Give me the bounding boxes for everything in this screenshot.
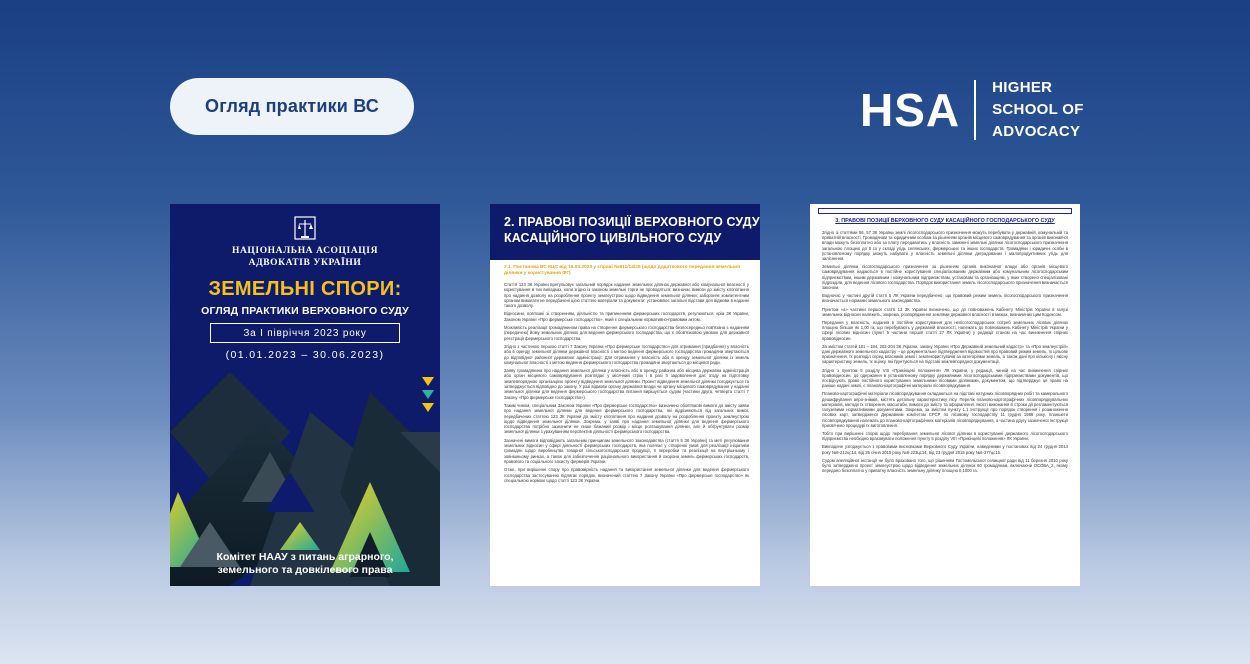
paragraph: Згідно з частиною першою статті 7 Закону України «Про фермерське господарство» для отримання (придбання) у власність або в оренду земельної ділянки державної власності з метою ведення фермерського господарства громадяни звертаються до відповідної районної державної адміністрації. Для отримання у власність або в оренду земельної ділянки із земель комунальної власності з метою ведення фермерського господарства громадяни звертаються до місцевої ради. — [504, 343, 749, 365]
logo-words — [992, 77, 1084, 143]
association-line: АДВОКАТІВ УКРАЇНИ — [248, 258, 362, 268]
logo-word: SCHOOL OF — [992, 101, 1084, 118]
cover-title: ЗЕМЕЛЬНІ СПОРИ: — [208, 278, 402, 300]
document-page-3[interactable] — [810, 204, 1080, 586]
paragraph: Згідно з пунктом 5 розділу VIII «Прикінцеві положення» ЛК України, у редакції, чинній на час виникнення спірних правовідносин, до одержання в установленому порядку державними лісогосподарськими підприємствами документів, що посвідчують право постійного користування земельними лісовими ділянками, документом, що підтверджує це право на раніше надані землі, є планово-картографічні матеріали лісовпорядкування. — [822, 367, 1068, 389]
paragraph: Відносини, пов'язані зі створенням, діяльністю та припиненням фермерських господарств, регулюються, крім ЗК України, Законом України «Про фермерське господарство», який є спеціальним нормативно-правовим актом. — [504, 311, 749, 322]
logo-word: ADVOCACY — [992, 123, 1081, 140]
document-cover-page[interactable] — [170, 204, 440, 586]
cover-dates: (01.01.2023 – 30.06.2023) — [225, 349, 385, 361]
page-3-heading: 3. ПРАВОВІ ПОЗИЦІЇ ВЕРХОВНОГО СУДУ КАСАЦІЙНОГО ГОСПОДАРСЬКОГО СУДУ — [835, 218, 1055, 224]
scales-emblem-icon — [294, 216, 316, 242]
paragraph: Таким чином, спеціальним Законом України «Про фермерське господарство» визначено обов'язкові вимоги до змісту заяви про надання земельної ділянки для ведення фермерського господарства, які відрізняються від загальних вимог, передбачених статтею 123 ЗК України до змісту клопотання про надання дозволу на розроблення проекту землеустрою щодо відведення земельної ділянки. Зокрема, у заяві про надання земельної ділянки для ведення фермерського господарства потрібно зазначити не лише бажаний розмір і місце розташування ділянки, але й обґрунтувати розмір земельної ділянки з урахуванням перспектив діяльності фермерського господарства. — [504, 402, 749, 435]
paragraph: За змістом статей 181 – 184, 202-204 ЗК України, закону України «Про Державний земельний кадастр» та «Про землеустрій» дані державного земельного кадастру – це документальне підтвердження відомостей про правовий режим земель, їх цільове призначення, їх розподіл серед власників землі і землекористувачів за категоріями земель, а також дані про кількісну і якісну характеристику земель, їх оцінку, які ґрунтуються на підставі землевпорядної документації. — [822, 343, 1068, 365]
page-2-heading-banner — [490, 204, 760, 260]
paragraph: Стаття 123 ЗК України врегульовує загальний порядок надання земельних ділянок державної або комунальної власності у користування в тих випадках, коли згідно із законом земельні торги не проводяться; визначає вимоги до змісту клопотання про надання дозволу на розроблення проекту землеустрою щодо відведення земельної ділянки; забороняє компетентним органам вимагати не передбачені цією статтею матеріали та документи; установлює загальні підстави для відмови в наданні такого дозволу. — [504, 282, 749, 309]
cover-footer — [170, 551, 440, 577]
paragraph: Передання у власність, надання в постійне користування для непісогосподарських потреб земельних лісових ділянок площею більше як 1,00 га, що перебувають у державній власності, належать до повноважень Кабінету Міністрів України у сфері лісових відносин (пункт 5 частини першої статті 27 ЛК України) у редакції станом на час виникнення спірних правовідносин. — [822, 320, 1068, 341]
section-pill[interactable] — [170, 78, 414, 135]
paragraph: Викладене узгоджується з правовими висновками Верховного Суду України, наведеними у постановах від 24 грудня 2014 року №6-212цс14, від 25 січня 2015 року №6-223цс14, від 23 грудня 2015 року №6-377цс15. — [822, 444, 1068, 455]
paragraph: Отже, при вирішенні спору про правомірність надання та використання земельної ділянки для ведення фермерського господарства застосуванню підлягає порядок, визначений статтею 7 Закону України «Про фермерське господарство» як спеціальною нормою щодо статті 123 ЗК України. — [504, 467, 749, 483]
paragraph: Тобто при вирішенні спорів щодо перебування земельної лісової ділянки в користуванні державного лісогосподарського підприємства необхідно враховувати положення пункту 5 розділу VIII «Прикінцеві положення» ЛК України. — [822, 430, 1068, 442]
association-name — [170, 245, 440, 269]
page-3-body — [822, 230, 1068, 476]
paragraph: Згідно зі статтями 56, 57 ЗК України землі лісогосподарського призначення можуть перебувати у державній, комунальній та приватній власності. Громадянам та юридичним особам за рішенням органів місцевого самоврядування та органів виконавчої влади можуть безоплатно або за плату передаватись у власність замкнені земельні ділянки лісогосподарського призначення загальною площею до 5 га у складі угідь селянських, фермерських та інших господарств. Громадяни і юридичні особи в установленому порядку можуть набувати у власність земельні ділянки деградованих і малопродуктивних угідь для заліснення. — [822, 230, 1068, 262]
page-3-top-rule — [818, 208, 1072, 214]
association-line: НАЦІОНАЛЬНА АСОЦІАЦІЯ — [231, 246, 379, 256]
cover-period-box — [210, 323, 400, 343]
cover-footer-line: Комітет НААУ з питань аграрного, — [216, 551, 394, 563]
paragraph: Пунктом «а» частини першої статті 13 ЗК України визначено, що до повноважень Кабінету Міністрів України в галузі земельних відносин належить, зокрема, розпорядження землями державної власності в межах, визначених цим Кодексом. — [822, 306, 1068, 317]
logo-word: HIGHER — [992, 79, 1053, 96]
paragraph: Судом апеляційної інстанції не було враховано того, що рішенням Гостомельської селищної ради від 11 березня 2010 року було затверджено проект землеустрою щодо відведення земельних ділянок 60 громадянам, включаючи ОСОБА_2, якому передано безоплатно у приватну власність земельну ділянку площею 0,1000 га. — [822, 457, 1068, 474]
logo-mark: HSA — [860, 84, 961, 136]
paragraph: Земельні ділянки лісогосподарського призначення за рішенням органів виконавчої влади або органів місцевого самоврядування надаються в постійне користування спеціалізованим державним або комунальним лісогосподарським підприємствам, іншим державним і комунальним підприємствам, установам та організаціям, у яких створено спеціалізовані підрозділи, для ведення лісового господарства. Порядок використання земель лісогосподарського призначення визначається законом. — [822, 264, 1068, 291]
paragraph: Водночас у частині другій статті 5 ЛК України передбачено, що правовий режим земель лісогосподарського призначення визначається нормами земельного законодавства. — [822, 293, 1068, 304]
page-2-heading-line: 2. ПРАВОВІ ПОЗИЦІЇ ВЕРХОВНОГО СУДУ — [504, 215, 760, 229]
logo-divider — [974, 80, 976, 140]
cover-period: За І півріччя 2023 року — [243, 327, 367, 339]
paragraph: Зазначені вимоги відповідають загальним принципам земельного законодавства (стаття 5 ЗК України) та меті регулювання земельних відносин у сфері діяльності фермерських господарств, яка полягає у створенні умов для реалізації ініціативи громадян щодо виробництва товарної сільськогосподарської продукції, її переробки та реалізації на внутрішньому і зовнішньому ринках, а також для забезпечення раціонального використання й охорони земель фермерських господарств, правового та соціального захисту фермерів України. — [504, 437, 749, 464]
paragraph: Можливість реалізації громадянином права на створення фермерського господарства безпосередньо пов'язана з наданням (передачею) йому земельних ділянок для ведення фермерського господарства, що є обов'язковою умовою для державної реєстрації фермерського господарства. — [504, 325, 749, 341]
section-pill-label: Огляд практики ВС — [205, 96, 379, 116]
document-page-2[interactable] — [490, 204, 760, 586]
page-2-heading-line: КАСАЦІЙНОГО ЦИВІЛЬНОГО СУДУ — [504, 231, 722, 245]
paragraph: Планово-картографічні матеріали лісовпорядкування складаються на підставі натурних лісовпорядних робіт та камерального дешифрування аеро-знімків, містять детальну характеристику лісу. Перелік планово-картографічних лісовпорядкувальних матеріалів, методи їх створення, масштаби, вимоги до змісту та оформлення, якості виконання й строки дії регламентуються галузевими нормативними документами. Зокрема, за змістом пункту 1.1 Інструкції про порядок створення і розмноження лісових карт, затвердженої Державним комітетом СРСР по лісовому господарству 11 грудня 1986 року, планшети лісовпорядкування належать до планово-картографічних матеріалів лісовпорядкування, а частина другу зазначеної Інструкції присвячено процедурі їх виготовлення. — [822, 391, 1068, 428]
hsa-logo — [860, 78, 1084, 142]
cover-subtitle: ОГЛЯД ПРАКТИКИ ВЕРХОВНОГО СУДУ — [201, 305, 409, 317]
paragraph: Заяву громадянина про надання земельної ділянки у власність або в оренду районна або місцева державна адміністрація або орган місцевого самоврядування розглядає у місячний строк і в разі її задоволення дає згоду на підготовку землевпорядною організацією проекту відведення земельної ділянки. Проект відведення земельної ділянки погоджується та затверджується відповідно до закону. У разі відмови органу державної влади чи органу місцевого самоврядування у наданні земельної ділянки для ведення фермерського господарства питання вирішується судом (частини друга, четверта статті 7 Закону «Про фермерське господарство»). — [504, 368, 749, 400]
page-2-body — [504, 282, 749, 486]
page-2-subheading: 2.1. Постанова ВС КЦС від 16.03.2023 у справі №911/14/20 (щодо додаткового передання земельної ділянки у користування ФГ) — [504, 265, 741, 276]
cover-footer-line: земельного та довкілевого права — [217, 564, 393, 576]
